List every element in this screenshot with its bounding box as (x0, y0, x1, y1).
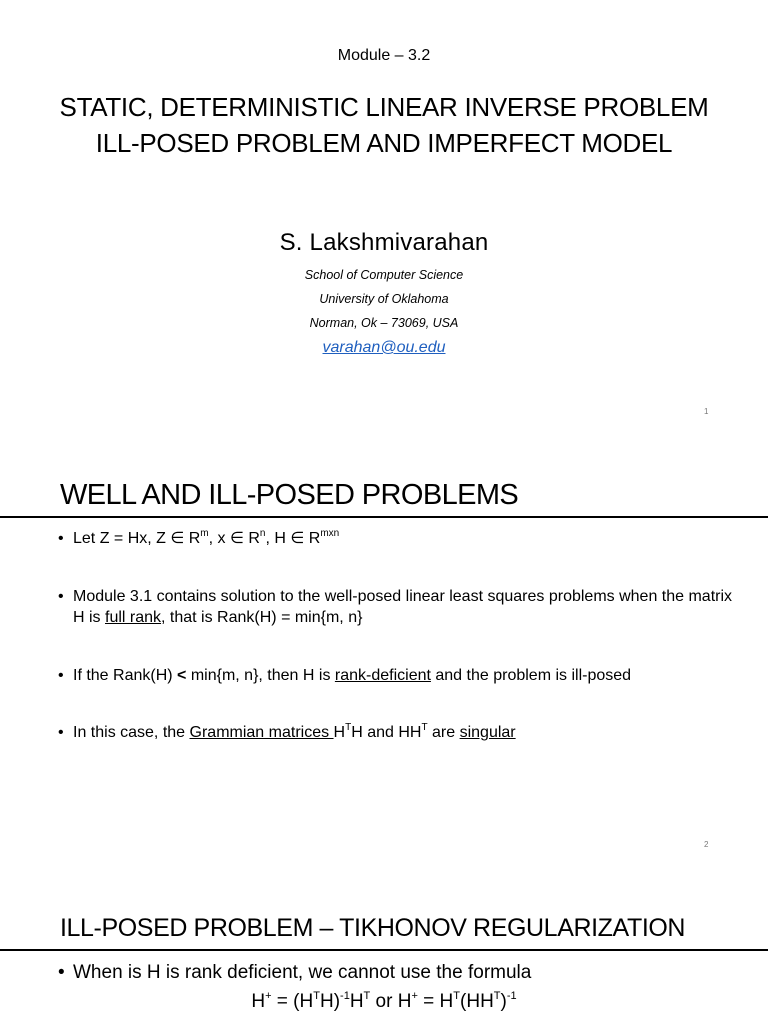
pseudoinverse-formula: $H^+ = (H^TH)^{-1}H^T$ or $H^+ = H^T(HH^T)^{-1}$ (251, 989, 517, 1012)
bullet-item (58, 665, 738, 686)
bullet-text: In this case, the Grammian matrices $H^TH$ and $HH^T$ are singular (73, 721, 516, 741)
bullet-text: When is H is rank deficient, we cannot use the formula (73, 962, 532, 983)
module-label: Module – 3.2 (337, 47, 431, 64)
bullet-item (58, 528, 738, 549)
email-link[interactable]: varahan@ou.edu (322, 339, 446, 356)
affiliation-school: School of Computer Science (304, 268, 464, 282)
author-name: S. Lakshmivarahan (279, 229, 489, 256)
bullet-icon: • (58, 530, 64, 547)
bullet-item (58, 722, 738, 743)
bullet-icon: • (58, 588, 64, 605)
slide-2-title: WELL AND ILL-POSED PROBLEMS (60, 479, 519, 511)
affiliation-university: University of Oklahoma (319, 292, 449, 306)
slide-3-title: ILL-POSED PROBLEM – TIKHONOV REGULARIZATION (60, 914, 686, 942)
bullet-icon: • (58, 667, 64, 684)
page-number: 2 (704, 840, 709, 849)
bullet-icon: • (58, 724, 64, 741)
bullet-icon: • (58, 962, 65, 983)
page-number: 1 (704, 407, 709, 416)
bullet-item (58, 961, 738, 984)
slide-title-line-2: ILL-POSED PROBLEM AND IMPERFECT MODEL (95, 128, 673, 158)
bullet-text: Module 3.1 contains solution to the well-posed linear least squares problems when the matrix H is full rank, that is Rank(H) = min{m, n} (73, 588, 733, 626)
affiliation-address: Norman, Ok – 73069, USA (309, 316, 459, 330)
bullet-text: If the Rank(H) < min{m, n}, then H is rank-deficient and the problem is ill-posed (73, 667, 632, 684)
bullet-item (58, 586, 738, 628)
title-divider (0, 516, 768, 518)
title-divider (0, 949, 768, 951)
slide-title-line-1: STATIC, DETERMINISTIC LINEAR INVERSE PROBLEM (59, 92, 709, 122)
bullet-text: Let Z = Hx, Z ∈ $R^m$, x ∈ $R^n$, H ∈ $R^{mxn}$ (73, 527, 340, 547)
